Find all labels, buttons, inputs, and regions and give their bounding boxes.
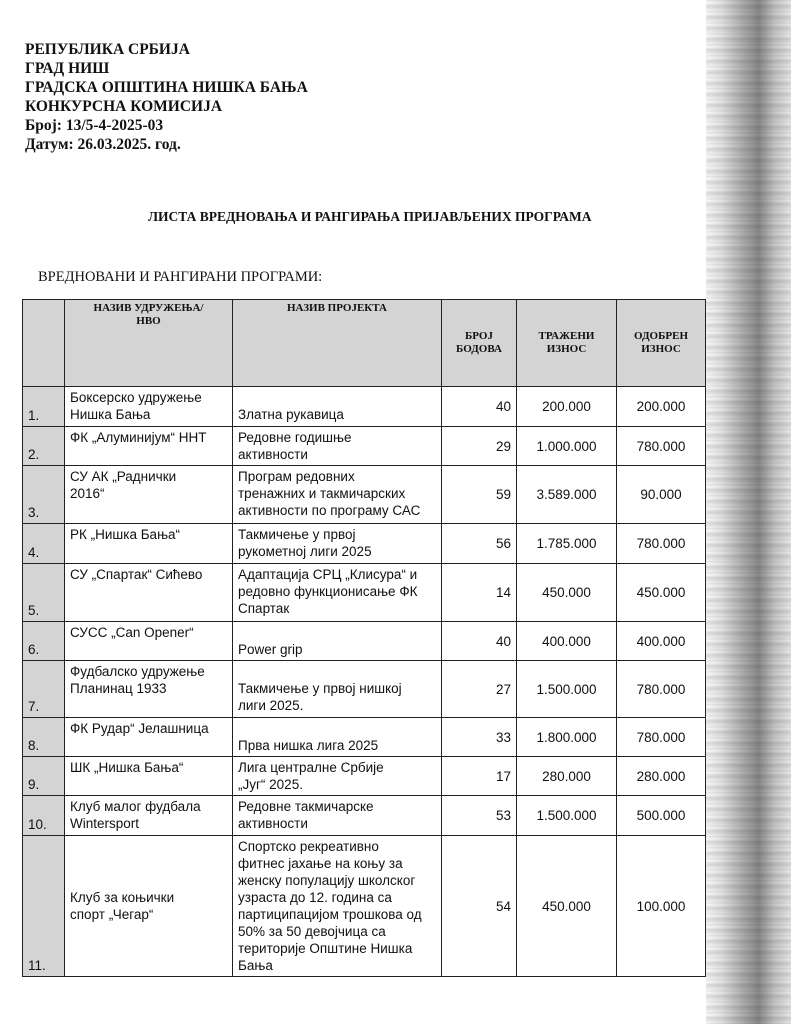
project-name-line <box>238 720 436 737</box>
approved-amount: 780.000 <box>617 524 706 564</box>
organization-name-line: РК „Нишка Бања“ <box>70 527 181 542</box>
approved-amount: 200.000 <box>617 387 706 427</box>
project-name <box>233 427 442 466</box>
project-name <box>233 718 442 757</box>
requested-amount: 1.800.000 <box>517 718 617 757</box>
approved-amount: 100.000 <box>617 836 706 977</box>
points-value: 27 <box>442 661 517 718</box>
header-line-number: Број: 13/5-4-2025-03 <box>25 117 164 134</box>
project-name-line: Редовне такмичарске <box>238 799 374 814</box>
points-value: 56 <box>442 524 517 564</box>
approved-amount: 780.000 <box>617 427 706 466</box>
scan-edge-shadow <box>706 0 791 1024</box>
requested-amount: 1.000.000 <box>517 427 617 466</box>
header-number-cell <box>23 300 65 387</box>
approved-amount: 780.000 <box>617 661 706 718</box>
project-name-line: Златна рукавица <box>238 407 344 422</box>
organization-name-line: Боксерско удружење <box>70 390 202 405</box>
header-text-line: ИЗНОС <box>641 343 681 355</box>
project-name <box>233 466 442 524</box>
header-points <box>442 300 517 387</box>
row-number: 9. <box>23 757 65 796</box>
project-name-line <box>238 663 436 680</box>
table-header-row <box>23 300 706 387</box>
project-name <box>233 622 442 661</box>
document-title: ЛИСТА ВРЕДНОВАЊА И РАНГИРАЊА ПРИЈАВЉЕНИХ ПРОГРАМА <box>148 209 592 224</box>
project-name-line: Power grip <box>238 642 303 657</box>
project-name-line <box>238 389 436 406</box>
project-name-line: Адаптација СРЦ „Клисура“ и <box>238 567 418 582</box>
row-number: 10. <box>23 796 65 836</box>
organization-name <box>65 661 233 718</box>
project-name-line: Спортско рекреативно <box>238 839 379 854</box>
approved-amount: 500.000 <box>617 796 706 836</box>
organization-name-line: Фудбалско удружење <box>70 664 205 679</box>
organization-name <box>65 524 233 564</box>
project-name <box>233 564 442 622</box>
points-value: 54 <box>442 836 517 977</box>
organization-name-line <box>70 855 227 872</box>
header-line-republic: РЕПУБЛИКА СРБИЈА <box>25 41 190 58</box>
organization-name-line: СУСС „Can Opener“ <box>70 625 194 640</box>
project-name <box>233 796 442 836</box>
organization-name-line <box>70 872 227 889</box>
organization-name <box>65 757 233 796</box>
organization-name-line <box>70 838 227 855</box>
programs-table <box>22 299 706 977</box>
header-text-line: НАЗИВ УДРУЖЕЊА/ <box>93 302 204 314</box>
project-name-line: „Југ“ 2025. <box>238 777 303 792</box>
points-value: 40 <box>442 387 517 427</box>
organization-name <box>65 564 233 622</box>
project-name-line: Бања <box>238 958 273 973</box>
requested-amount: 200.000 <box>517 387 617 427</box>
approved-amount: 400.000 <box>617 622 706 661</box>
organization-name <box>65 466 233 524</box>
project-name-line: активности <box>238 816 308 831</box>
row-number: 6. <box>23 622 65 661</box>
project-name-line: Спартак <box>238 601 290 616</box>
header-line-date: Датум: 26.03.2025. год. <box>25 136 181 153</box>
section-label: ВРЕДНОВАНИ И РАНГИРАНИ ПРОГРАМИ: <box>38 269 323 285</box>
document-header <box>25 40 308 154</box>
row-number: 7. <box>23 661 65 718</box>
table-row <box>23 718 706 757</box>
project-name <box>233 387 442 427</box>
organization-name-line: Нишка Бања <box>70 407 151 422</box>
row-number: 1. <box>23 387 65 427</box>
organization-name <box>65 836 233 977</box>
organization-name-line: СУ АК „Раднички <box>70 469 177 484</box>
requested-amount: 450.000 <box>517 836 617 977</box>
project-name <box>233 836 442 977</box>
requested-amount: 3.589.000 <box>517 466 617 524</box>
points-value: 29 <box>442 427 517 466</box>
table-row <box>23 757 706 796</box>
project-name-line: редовно функционисање ФК <box>238 584 418 599</box>
header-line-city: ГРАД НИШ <box>25 60 110 77</box>
project-name-line: Прва нишка лига 2025 <box>238 738 379 753</box>
row-number: 11. <box>23 836 65 977</box>
project-name-line: Лига централне Србије <box>238 760 384 775</box>
organization-name-line: спорт „Чегар“ <box>70 907 154 922</box>
points-value: 17 <box>442 757 517 796</box>
requested-amount: 1.500.000 <box>517 796 617 836</box>
project-name-line: партиципацијом трошкова од <box>238 907 422 922</box>
organization-name <box>65 796 233 836</box>
organization-name <box>65 622 233 661</box>
points-value: 53 <box>442 796 517 836</box>
organization-name-line: СУ „Спартак“ Сићево <box>70 567 203 582</box>
organization-name-line: 2016“ <box>70 486 105 501</box>
project-name-line: фитнес јахање на коњу за <box>238 856 403 871</box>
header-project <box>233 300 442 387</box>
table-row <box>23 796 706 836</box>
requested-amount: 1.785.000 <box>517 524 617 564</box>
project-name <box>233 661 442 718</box>
organization-name <box>65 427 233 466</box>
table-row <box>23 427 706 466</box>
project-name-line: рукометној лиги 2025 <box>238 544 372 559</box>
header-text-line: БОДОВА <box>456 343 502 355</box>
table-row <box>23 622 706 661</box>
project-name-line: тренажних и такмичарских <box>238 486 406 501</box>
approved-amount: 450.000 <box>617 564 706 622</box>
header-line-municipality: ГРАДСКА ОПШТИНА НИШКА БАЊА <box>25 79 308 96</box>
table-row <box>23 387 706 427</box>
header-text-line: НВО <box>136 315 161 327</box>
approved-amount: 90.000 <box>617 466 706 524</box>
points-value: 14 <box>442 564 517 622</box>
project-name <box>233 524 442 564</box>
table-row <box>23 836 706 977</box>
table-row <box>23 661 706 718</box>
approved-amount: 280.000 <box>617 757 706 796</box>
points-value: 40 <box>442 622 517 661</box>
organization-name <box>65 718 233 757</box>
requested-amount: 450.000 <box>517 564 617 622</box>
table-body <box>23 387 706 977</box>
project-name-line: лиги 2025. <box>238 698 304 713</box>
project-name-line: Редовне годишње <box>238 430 352 445</box>
organization-name-line: ФК Рудар“ Јелашница <box>70 721 209 736</box>
approved-amount: 780.000 <box>617 718 706 757</box>
organization-name-line: Планинац 1933 <box>70 681 167 696</box>
project-name-line: активности <box>238 447 308 462</box>
header-text-line: ТРАЖЕНИ <box>538 330 595 342</box>
points-value: 59 <box>442 466 517 524</box>
requested-amount: 280.000 <box>517 757 617 796</box>
organization-name-line: Клуб малог фудбала <box>70 799 201 814</box>
requested-amount: 400.000 <box>517 622 617 661</box>
organization-name-line: ФК „Алуминијум“ ННТ <box>70 430 207 445</box>
project-name-line: Програм редовних <box>238 469 355 484</box>
project-name <box>233 757 442 796</box>
header-text-line: БРОЈ <box>465 330 493 342</box>
organization-name-line: Клуб за коњички <box>70 890 175 905</box>
organization-name-line: ШК „Нишка Бања“ <box>70 760 184 775</box>
header-text-line: НАЗИВ ПРОЈЕКТА <box>287 302 387 314</box>
row-number: 5. <box>23 564 65 622</box>
project-name-line: Такмичење у првој нишкој <box>238 681 402 696</box>
header-requested-amount <box>517 300 617 387</box>
project-name-line: активности по програму САС <box>238 503 421 518</box>
requested-amount: 1.500.000 <box>517 661 617 718</box>
row-number: 2. <box>23 427 65 466</box>
organization-name-line: Wintersport <box>70 816 140 831</box>
header-approved-amount <box>617 300 706 387</box>
project-name-line: 50% за 50 девојчица са <box>238 924 386 939</box>
header-organization <box>65 300 233 387</box>
header-text-line: ОДОБРЕН <box>633 330 689 342</box>
organization-name <box>65 387 233 427</box>
header-text-line: ИЗНОС <box>546 343 587 355</box>
table-row <box>23 466 706 524</box>
project-name-line: Такмичење у првој <box>238 527 356 542</box>
header-line-commission: КОНКУРСНА КОМИСИЈА <box>25 98 223 115</box>
table-row <box>23 564 706 622</box>
project-name-line: женску популацију школског <box>238 873 416 888</box>
project-name-line: узраста до 12. година са <box>238 890 392 905</box>
table-row <box>23 524 706 564</box>
row-number: 4. <box>23 524 65 564</box>
row-number: 8. <box>23 718 65 757</box>
row-number: 3. <box>23 466 65 524</box>
points-value: 33 <box>442 718 517 757</box>
project-name-line <box>238 624 436 641</box>
project-name-line: територије Општине Нишка <box>238 941 413 956</box>
